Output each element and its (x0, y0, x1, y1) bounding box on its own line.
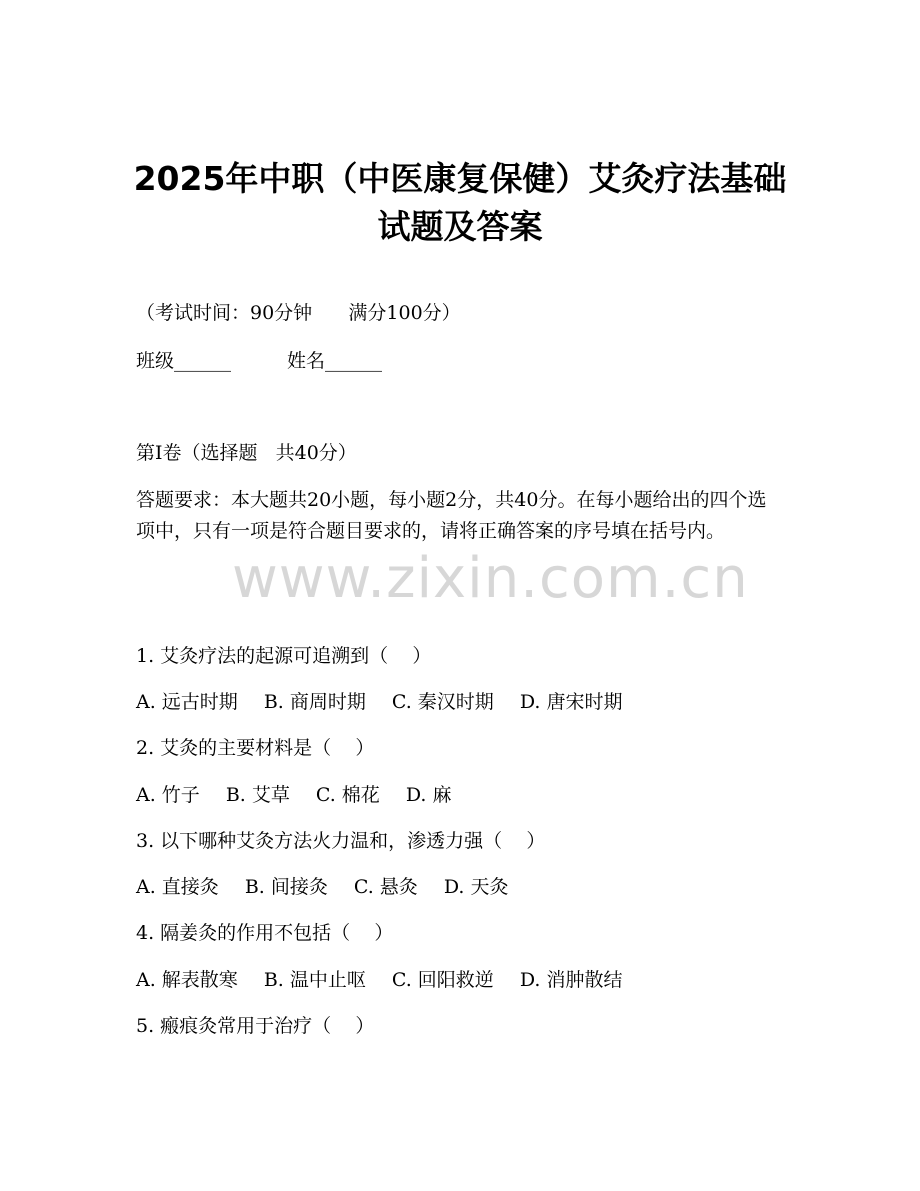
document-title-line-1: 2025年中职（中医康复保健）艾灸疗法基础 (133, 159, 787, 198)
name-field: 姓名______ (287, 350, 383, 372)
question-3-options (136, 876, 508, 898)
option-b: B. 间接灸 (244, 876, 328, 898)
question-5-stem: 5. 瘢痕灸常用于治疗（ ） (136, 1015, 375, 1037)
option-b: B. 商周时期 (263, 691, 366, 713)
option-d: D. 唐宋时期 (519, 691, 623, 713)
question-1-options (136, 691, 622, 713)
section-heading: 第I卷（选择题 共40分） (136, 442, 357, 464)
option-b: B. 艾草 (225, 784, 290, 806)
watermark: www.zixin.com.cn (232, 546, 749, 611)
option-d: D. 天灸 (443, 876, 509, 898)
question-3-stem: 3. 以下哪种艾灸方法火力温和，渗透力强（ ） (136, 830, 546, 852)
exam-info: （考试时间：90分钟 满分100分） (136, 302, 461, 324)
question-2-stem: 2. 艾灸的主要材料是（ ） (136, 737, 375, 759)
section-instructions: 答题要求：本大题共20小题，每小题2分，共40分。在每小题给出的四个选项中，只有一项是符合题目要求的，请将正确答案的序号填在括号内。 (136, 489, 767, 542)
question-4-stem: 4. 隔姜灸的作用不包括（ ） (136, 922, 394, 944)
question-2-options (136, 784, 451, 806)
option-b: B. 温中止呕 (263, 969, 366, 991)
question-1-stem: 1. 艾灸疗法的起源可追溯到（ ） (136, 645, 432, 667)
option-c: C. 棉花 (315, 784, 380, 806)
option-a: A. 竹子 (136, 784, 200, 806)
option-a: A. 远古时期 (136, 691, 238, 713)
document-title-line-2: 试题及答案 (377, 207, 543, 246)
option-a: A. 解表散寒 (136, 969, 238, 991)
option-d: D. 麻 (405, 784, 452, 806)
question-4-options (136, 969, 622, 991)
option-c: C. 回阳救逆 (391, 969, 494, 991)
option-d: D. 消肿散结 (519, 969, 623, 991)
option-a: A. 直接灸 (136, 876, 219, 898)
class-field: 班级______ (136, 350, 232, 372)
option-c: C. 悬灸 (353, 876, 418, 898)
student-info (136, 350, 382, 372)
option-c: C. 秦汉时期 (391, 691, 494, 713)
